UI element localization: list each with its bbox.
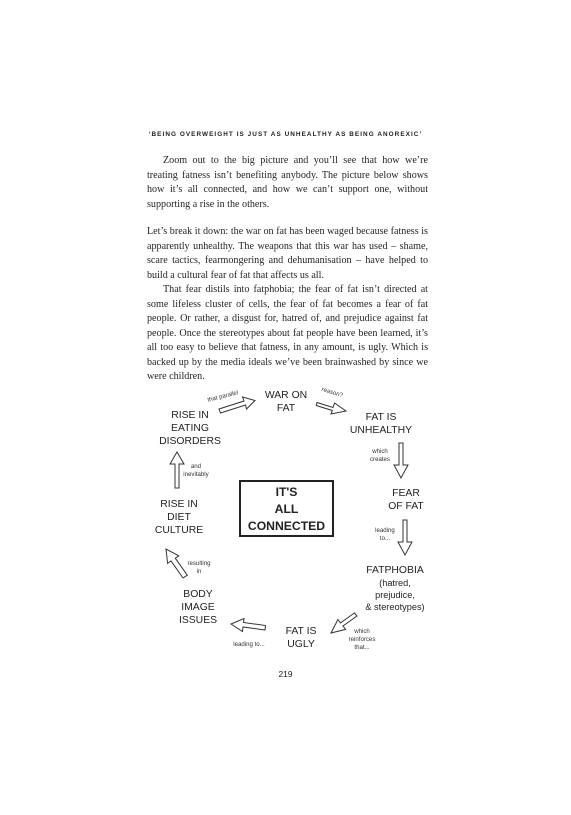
- arrow-to-fat-is-unhealthy: [316, 403, 346, 415]
- node-fatphobia: FATPHOBIA: [366, 565, 424, 576]
- center-label: IT'S ALL CONNECTED: [247, 485, 326, 533]
- paragraph-1: Zoom out to the big picture and you’ll see that how we’re treating fatness isn’t benefiting anybody. The picture below shows how it’s all connected, and how we can’t support one, without supporting a rise in the others.: [147, 155, 428, 210]
- center-box: [239, 480, 334, 537]
- paragraph-3: That fear distils into fatphobia; the fear of fat isn’t directed at some lifeless cluster of cells, the fear of fat becomes a fear of fat people. Or rather, a disgust for, hatred of, and prejudice against fat people. Once the stereotypes about fat people have been learned, it’s all too easy to believe that fatness, in any amount, is ugly. Which is backed up by the media ideals we’ve been brainwashed by since we were children.: [147, 284, 428, 382]
- node-fat-is-ugly: FAT IS UGLY: [285, 626, 317, 650]
- node-fatphobia-detail: (hatred, prejudice, & stereotypes): [365, 578, 425, 612]
- page-number: 219: [278, 669, 293, 679]
- connector-leading-to-1: leading to...: [375, 527, 395, 542]
- arrow-to-body-image: [231, 619, 266, 632]
- node-body-image-issues: BODY IMAGE ISSUES: [178, 589, 218, 626]
- connector-which-reinforces: which reinforces that...: [348, 628, 376, 651]
- connector-that-parallel: that parallel: [206, 389, 240, 404]
- paragraph-2: Let’s break it down: the war on fat has been waged because fatness is apparently unhealthy. The weapons that this war has used – shame, scare tactics, fearmongering and dehumanisation – have helped to build a cultural fear of fat that affects us all.: [147, 226, 428, 281]
- node-fear-of-fat: FEAR OF FAT: [388, 488, 424, 512]
- connector-leading-to-2: leading to...: [233, 641, 265, 648]
- node-rise-in-diet-culture: RISE IN DIET CULTURE: [154, 499, 204, 536]
- connector-and-inevitably: and inevitably: [183, 463, 209, 478]
- running-head: ‘BEING OVERWEIGHT IS JUST AS UNHEALTHY AS BEING ANOREXIC’: [148, 131, 423, 138]
- node-fat-is-unhealthy: FAT IS UNHEALTHY: [349, 412, 413, 436]
- connector-resulting-in: resulting in: [187, 560, 211, 575]
- node-war-on-fat: WAR ON FAT: [264, 390, 308, 414]
- connector-which-creates: which creates: [370, 448, 390, 463]
- connector-reason: reason?: [320, 385, 344, 400]
- node-rise-in-eating-disorders: RISE IN EATING DISORDERS: [159, 410, 221, 447]
